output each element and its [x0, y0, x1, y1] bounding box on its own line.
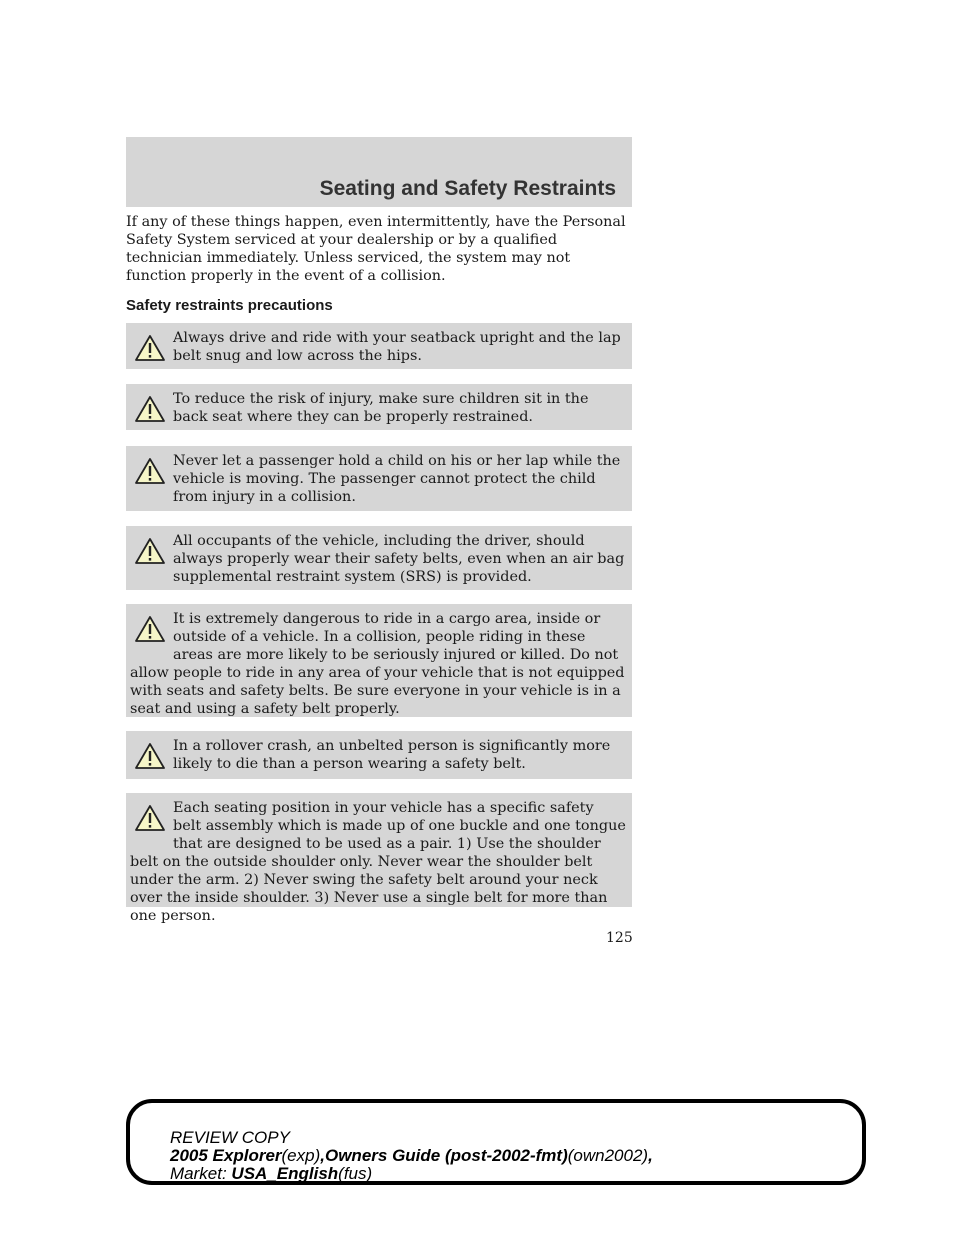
market-name: USA_English — [231, 1164, 339, 1183]
warning-box — [126, 731, 632, 779]
separator: , — [320, 1146, 325, 1165]
market-code: (fus) — [338, 1164, 373, 1183]
review-copy-product-line — [170, 1147, 653, 1165]
review-copy-label: REVIEW COPY — [170, 1128, 290, 1147]
warning-text: Each seating position in your vehicle has a specific safety belt assembly which is made up of one buckle and one tongue that are designed to be used as a pair. 1) Use the shoulder belt on the outside shoulder only. Never wear the shoulder belt under the arm. 2) Never swing the safety belt around your neck over the inside shoulder. 3) Never use a single belt for more than one person. — [130, 800, 626, 924]
warning-triangle-icon — [130, 453, 170, 489]
review-copy-market-line — [170, 1165, 653, 1183]
warning-triangle-icon — [130, 533, 170, 569]
warning-box — [126, 323, 632, 369]
warning-triangle-icon — [130, 391, 170, 427]
warning-box — [126, 604, 632, 717]
warning-text: Never let a passenger hold a child on his or her lap while the vehicle is moving. The passenger cannot protect the child from injury in a collision. — [173, 453, 621, 505]
warning-box — [126, 793, 632, 924]
subheading: Safety restraints precautions — [126, 297, 333, 314]
warning-triangle-icon — [130, 611, 170, 647]
warning-text: To reduce the risk of injury, make sure children sit in the back seat where they can be properly restrained. — [173, 391, 589, 425]
review-copy-text — [170, 1129, 653, 1183]
section-title: Seating and Safety Restraints — [319, 177, 616, 200]
warning-text: All occupants of the vehicle, including the driver, should always properly wear their safety belts, even when an air bag supplemental restraint system (SRS) is provided. — [173, 533, 625, 585]
guide-name: Owners Guide (post-2002-fmt) — [324, 1146, 568, 1165]
warning-text: Always drive and ride with your seatback upright and the lap belt snug and low across the hips. — [173, 330, 621, 364]
model-name: 2005 Explorer — [170, 1146, 282, 1165]
separator: , — [648, 1146, 653, 1165]
warning-text: In a rollover crash, an unbelted person is significantly more likely to die than a person wearing a safety belt. — [173, 738, 611, 772]
market-label: Market: — [170, 1164, 227, 1183]
intro-paragraph: If any of these things happen, even intermittently, have the Personal Safety System serviced at your dealership or by a qualified technician immediately. Unless serviced, the system may not function properly in the event of a collision. — [126, 214, 626, 284]
warning-text: It is extremely dangerous to ride in a cargo area, inside or outside of a vehicle. In a collision, people riding in these areas are more likely to be seriously injured or killed. Do not allow people to ride in any area of your vehicle that is not equipped with seats and safety belts. Be sure everyone in your vehicle is in a seat and using a safety belt properly. — [130, 611, 625, 717]
warning-box — [126, 446, 632, 511]
page-number: 125 — [606, 930, 633, 946]
warning-triangle-icon — [130, 800, 170, 836]
warning-triangle-icon — [130, 330, 170, 366]
warning-box — [126, 526, 632, 590]
section-header-band — [126, 137, 632, 207]
review-copy-frame — [126, 1099, 866, 1185]
warning-box — [126, 384, 632, 430]
guide-code: (own2002) — [567, 1146, 649, 1165]
warning-triangle-icon — [130, 738, 170, 774]
model-code: (exp) — [281, 1146, 321, 1165]
